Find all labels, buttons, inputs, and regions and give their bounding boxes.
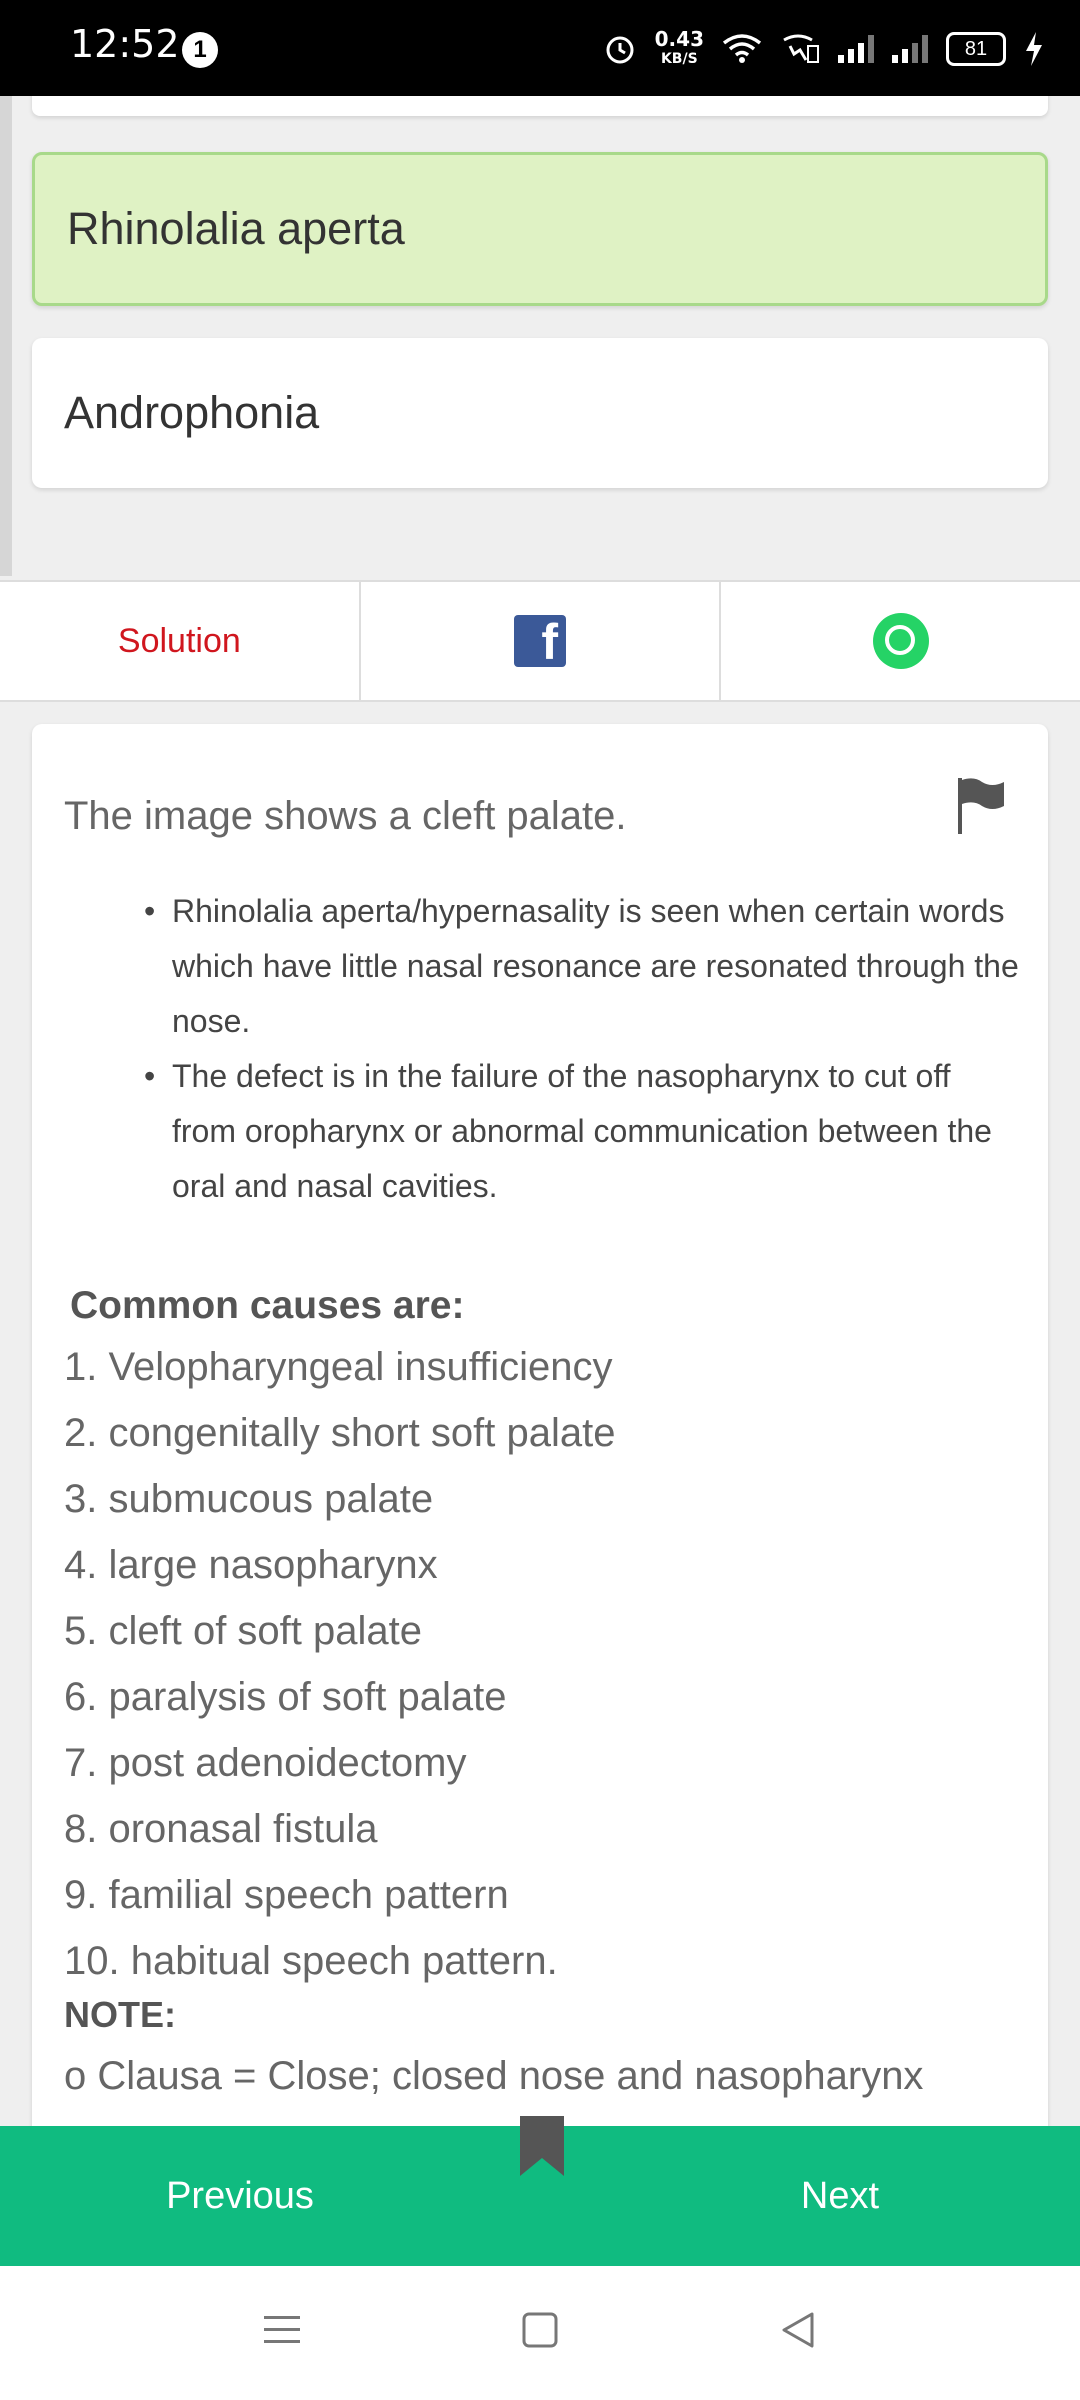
battery-icon [946,32,1006,66]
question-content [0,96,1080,2126]
system-nav-bar [0,2266,1080,2400]
charging-icon [1024,32,1044,66]
solution-bullets [172,884,1022,1214]
list-item: 4. large nasopharynx [64,1543,438,1587]
list-item: 9. familial speech pattern [64,1873,509,1917]
scroll-rail [0,96,12,576]
solution-tab[interactable] [0,582,361,700]
alarm-icon [603,32,637,66]
option-correct[interactable] [32,152,1048,306]
list-item: 7. post adenoidectomy [64,1741,467,1785]
previous-button[interactable] [0,2126,480,2266]
bookmark-icon[interactable] [518,2116,566,2176]
option[interactable] [32,338,1048,488]
list-item: 10. habitual speech pattern. [64,1939,558,1983]
note-line: o Clausa = Close; closed nose and nasopharynx [64,2054,924,2098]
whatsapp-icon [873,613,929,669]
option-label: Rhinolalia aperta [67,203,405,254]
wifi-icon [722,33,762,65]
menu-icon[interactable] [262,2310,302,2350]
signal-icon-sim1 [838,35,874,63]
previous-label: Previous [166,2174,314,2217]
bullet-item: • Rhinolalia aperta/hypernasality is seen when certain words which have little nasal resonance are resonated through the nose. [172,884,1022,1049]
status-time: 12:52 [70,22,180,66]
solution-card [32,724,1048,2126]
share-bar [0,580,1080,702]
solution-label: Solution [117,621,241,660]
facebook-icon: f [514,615,566,667]
battery-level: 81 [964,38,988,60]
home-icon[interactable] [520,2310,560,2350]
net-speed-unit: KB/S [660,51,698,67]
next-button[interactable] [600,2126,1080,2266]
bullet-item: • The defect is in the failure of the nasopharynx to cut off from oropharynx or abnormal communication between the oral and nasal cavities. [172,1049,1022,1214]
list-item: 5. cleft of soft palate [64,1609,422,1653]
list-item: 1. Velopharyngeal insufficiency [64,1345,613,1389]
flag-icon[interactable] [956,776,1006,836]
list-item: 8. oronasal fistula [64,1807,378,1851]
wifi-calling-icon [780,32,820,66]
net-speed [655,29,704,69]
notification-badge: 1 [182,32,218,68]
net-speed-value: 0.43 [654,27,704,51]
facebook-share-button[interactable] [361,582,722,700]
status-icons [603,24,1044,74]
note-title: NOTE: [64,1994,176,2035]
signal-icon-sim2 [892,35,928,63]
list-item: 2. congenitally short soft palate [64,1411,616,1455]
back-icon[interactable] [778,2310,818,2350]
previous-option-card[interactable] [32,96,1048,116]
list-item: 6. paralysis of soft palate [64,1675,507,1719]
causes-title: Common causes are: [70,1284,465,1327]
whatsapp-share-button[interactable] [721,582,1080,700]
status-bar [0,0,1080,96]
bottom-action-bar [0,2126,1080,2266]
next-label: Next [800,2174,880,2217]
causes-list [64,1334,615,1994]
option-label: Androphonia [64,387,320,438]
list-item: 3. submucous palate [64,1477,434,1521]
solution-intro: The image shows a cleft palate. [64,794,627,838]
